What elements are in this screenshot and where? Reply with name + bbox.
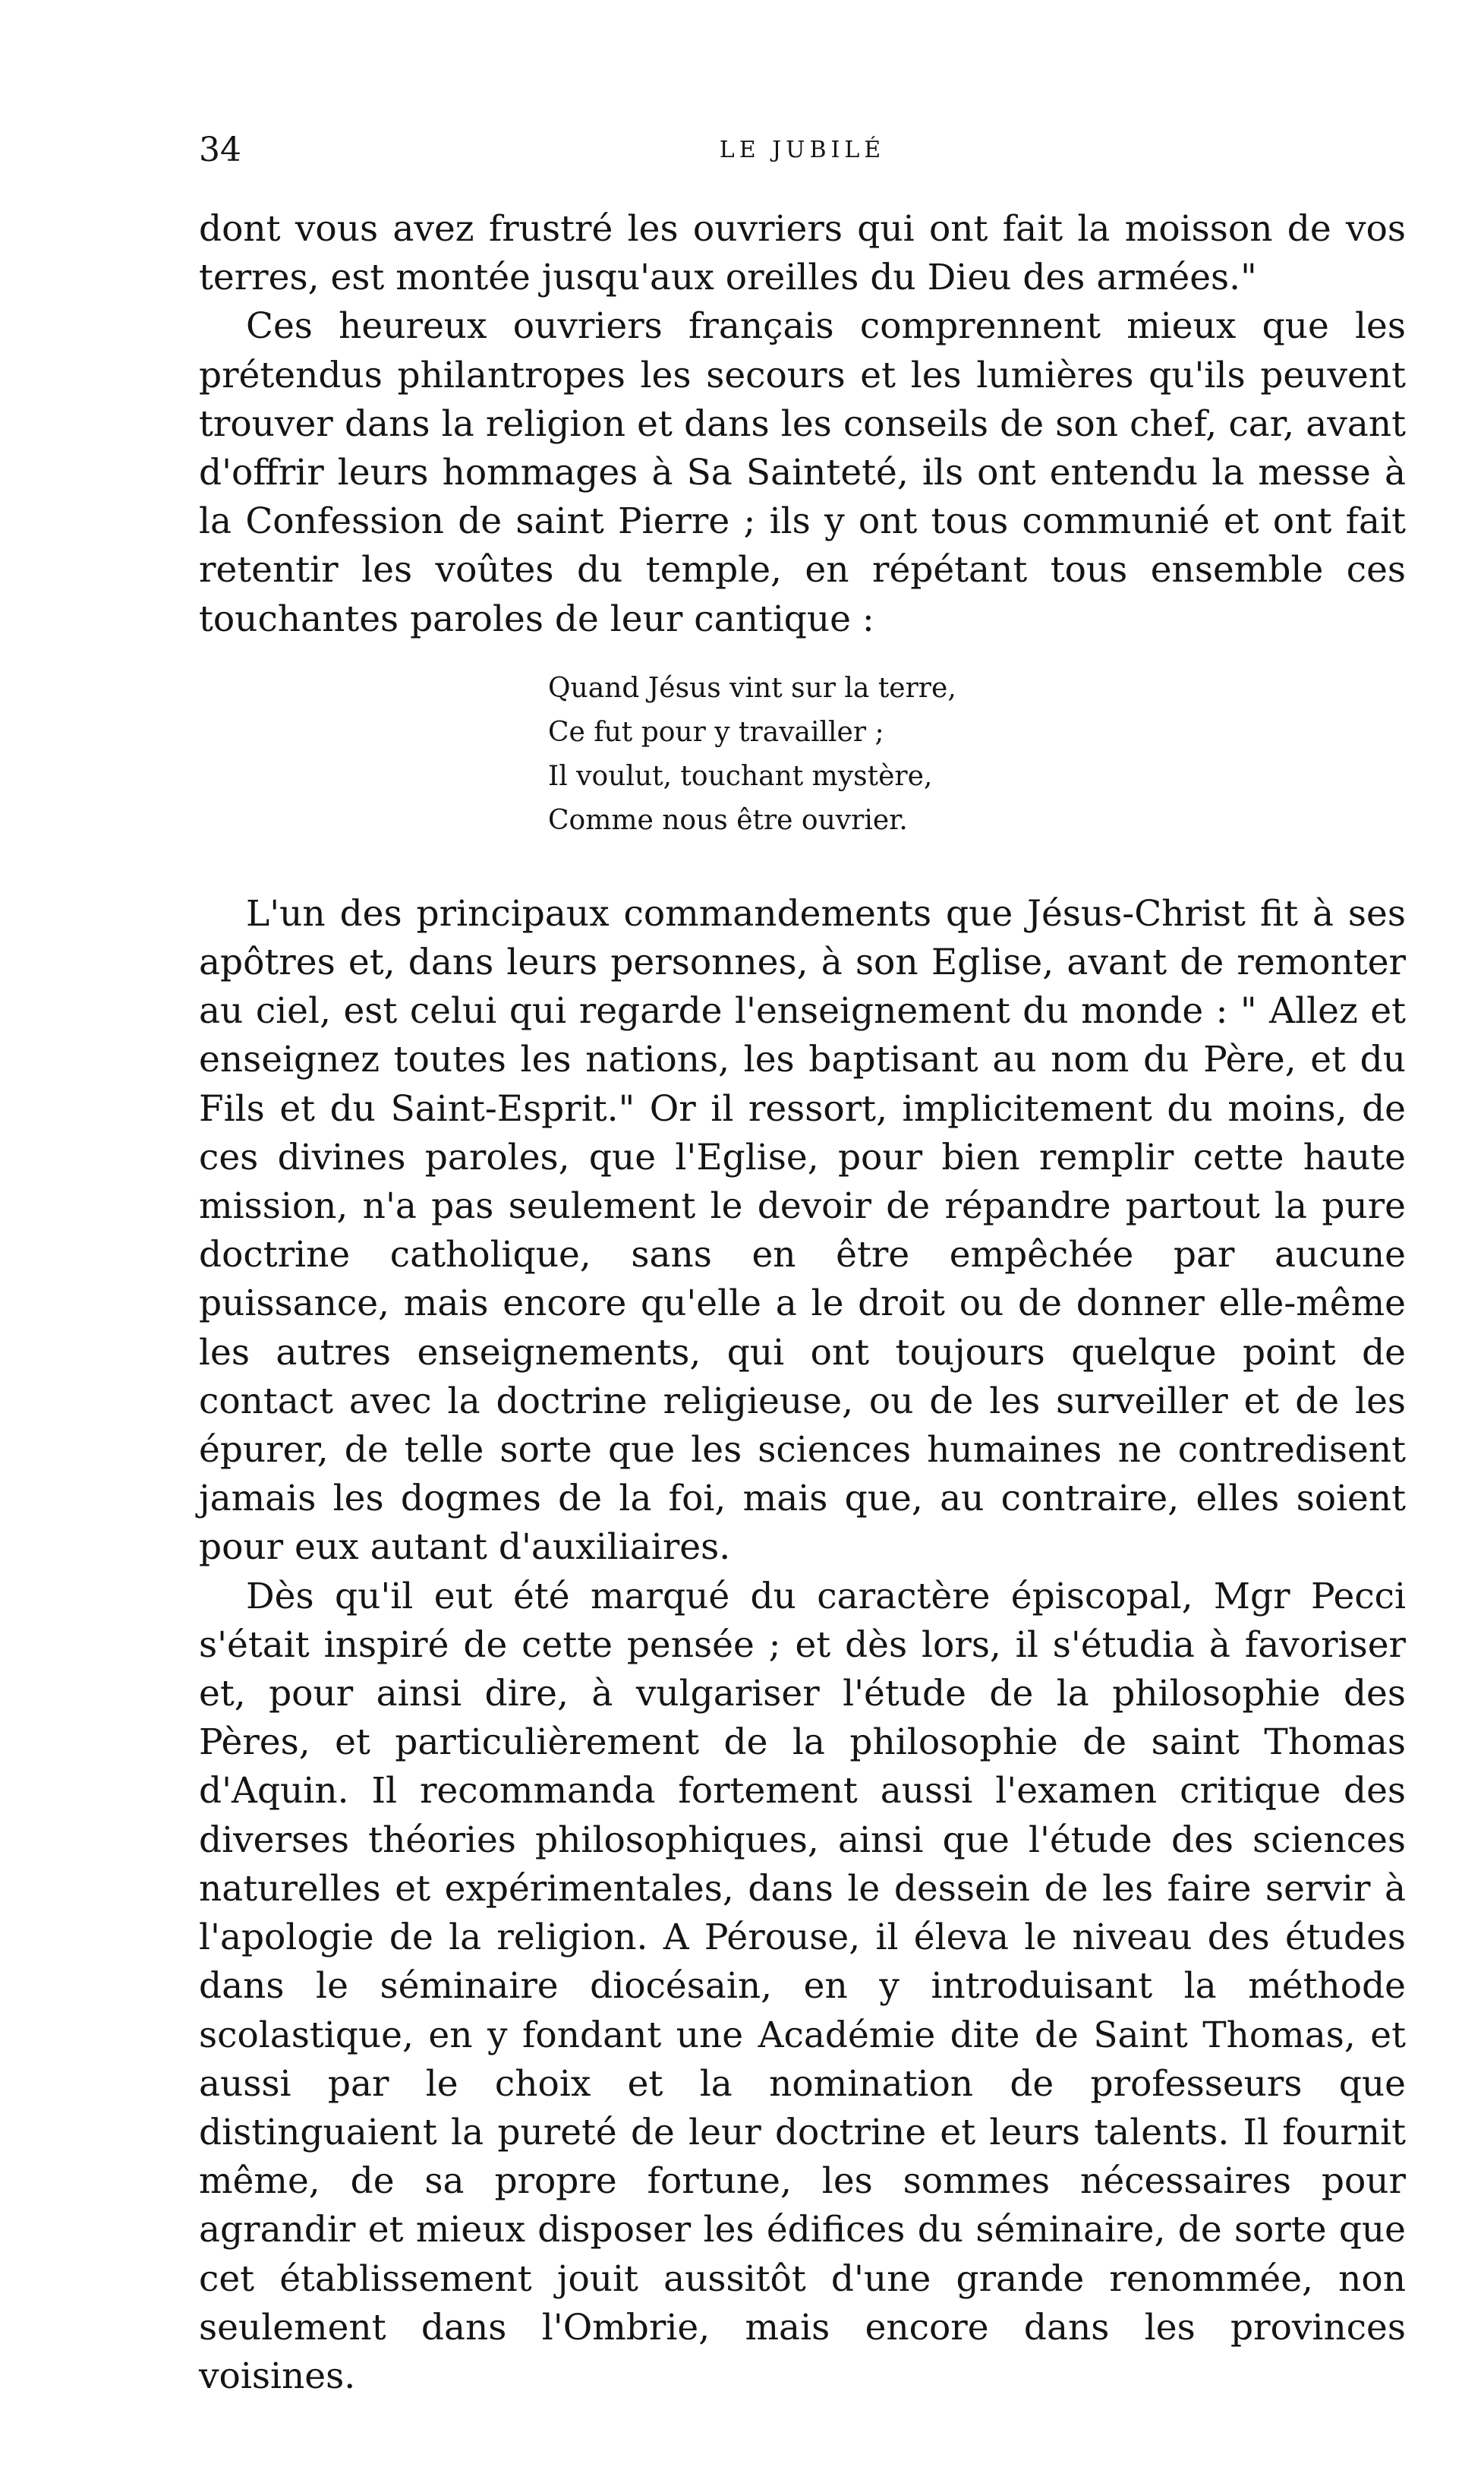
paragraph-enseignement: L'un des principaux commandements que Jésus-Christ fit à ses apôtres et, dans leurs personnes, à son Eglise, avant de remonter au ciel, est celui qui regarde l'enseignement du monde : " Allez et enseignez toutes les nations, les baptisant au nom du Père, et du Fils et du Saint-Esprit." Or il ressort, implicitement du moins, de ces divines paroles, que l'Eglise, pour bien remplir cette haute mission, n'a pas seulement le devoir de répandre partout la pure doctrine catholique, sans en être empêchée par aucune puissance, mais encore qu'elle a le droit ou de donner elle-même les autres enseignements, qui ont toujours quelque point de contact avec la doctrine religieuse, ou de les surveiller et de les épurer, de telle sorte que les sciences humaines ne contredisent jamais les dogmes de la foi, mais que, au contraire, elles soient pour eux autant d'auxiliaires. — [199, 892, 1406, 1569]
paragraph-mgr-pecci: Dès qu'il eut été marqué du caractère épiscopal, Mgr Pecci s'était inspiré de cette pensée ; et dès lors, il s'étudia à favoriser et, pour ainsi dire, à vulgariser l'étude de la philosophie des Pères, et particulièrement de la philosophie de saint Thomas d'Aquin. Il recommanda fortement aussi l'examen critique des diverses théories philosophiques, ainsi que l'étude des sciences naturelles et expérimentales, dans le dessein de les faire servir à l'apologie de la religion. A Pérouse, il éleva le niveau des études dans le séminaire diocésain, en y introduisant la méthode scolastique, en y fondant une Académie dite de Saint Thomas, et aussi par le choix et la nomination de professeurs que distinguaient la pureté de leur doctrine et leurs talents. Il fournit même, de sa propre fortune, les sommes nécessaires pour agrandir et mieux disposer les édifices du séminaire, de sorte que cet établissement jouit aussitôt d'une grande renommée, non seulement dans l'Ombrie, mais encore dans les provinces voisines. — [199, 1575, 1406, 2397]
cantique-verse — [548, 667, 1406, 843]
verse-line: Quand Jésus vint sur la terre, — [548, 672, 956, 704]
verse-line: Il voulut, touchant mystère, — [548, 760, 933, 792]
page-number: 34 — [199, 131, 241, 169]
verse-line: Ce fut pour y travailler ; — [548, 716, 884, 748]
paragraph-ouvriers: Ces heureux ouvriers français comprennent mieux que les prétendus philantropes les secours et les lumières qu'ils peuvent trouver dans la religion et dans les conseils de son chef, car, avant d'offrir leurs hommages à Sa Sainteté, ils ont entendu la messe à la Confession de saint Pierre ; ils y ont tous communié et ont fait retentir les voûtes du temple, en répétant tous ensemble ces touchantes paroles de leur cantique : — [199, 305, 1406, 640]
page-body — [199, 205, 1406, 2401]
verse-line: Comme nous être ouvrier. — [548, 804, 908, 836]
paragraph-continuation: dont vous avez frustré les ouvriers qui ont fait la moisson de vos terres, est montée jusqu'aux oreilles du Dieu des armées." — [199, 208, 1406, 299]
running-title: LE JUBILÉ — [719, 137, 886, 163]
page-header — [199, 128, 1406, 173]
